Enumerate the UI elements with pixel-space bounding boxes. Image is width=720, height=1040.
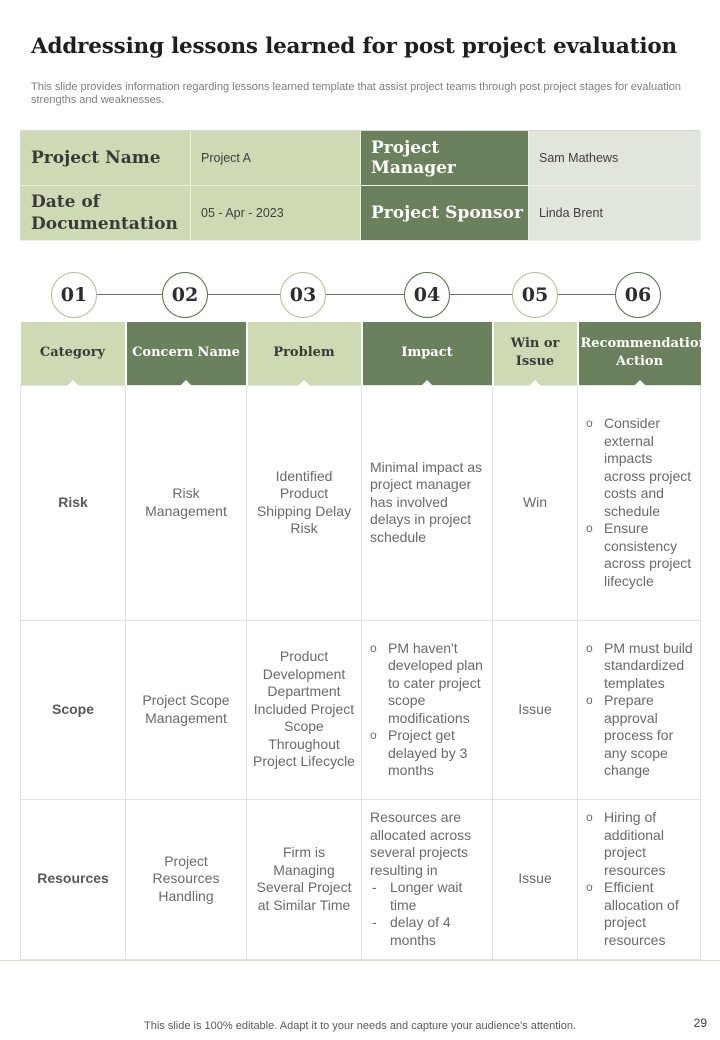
table-row — [21, 620, 701, 799]
header-problem: Problem — [247, 322, 362, 385]
table-row — [21, 799, 701, 959]
row-concern: Project Scope Management — [126, 620, 247, 799]
project-name-value: Project A — [191, 131, 361, 186]
row-problem: Identified Product Shipping Delay Risk — [247, 385, 362, 620]
action-item: o Consider external impacts across project costs and schedule — [584, 415, 694, 520]
table-row — [21, 385, 701, 620]
step-circle-02: 02 — [162, 272, 208, 318]
row-actions — [578, 385, 701, 620]
project-manager-label: Project Manager — [361, 131, 529, 186]
step-circle-03: 03 — [280, 272, 326, 318]
row-impact — [362, 799, 493, 959]
date-value: 05 - Apr - 2023 — [191, 186, 361, 241]
impact-item: - delay of 4 months — [370, 914, 486, 949]
header-concern-name: Concern Name — [126, 322, 247, 385]
step-circle-01: 01 — [51, 272, 97, 318]
impact-item: - Longer wait time — [370, 879, 486, 914]
project-sponsor-value: Linda Brent — [529, 186, 701, 241]
project-sponsor-label: Project Sponsor — [361, 186, 529, 241]
row-concern: Risk Management — [126, 385, 247, 620]
row-actions — [578, 620, 701, 799]
row-result: Win — [493, 385, 578, 620]
row-actions — [578, 799, 701, 959]
step-timeline — [20, 270, 700, 320]
page-subtitle: This slide provides information regarding lessons learned template that assist project teams through post project stages for evaluation strengths and weaknesses. — [31, 81, 681, 106]
page-title: Addressing lessons learned for post project evaluation — [31, 34, 677, 59]
project-info-grid — [20, 130, 700, 240]
row-result: Issue — [493, 799, 578, 959]
action-item: o Hiring of additional project resources — [584, 809, 694, 879]
project-manager-value: Sam Mathews — [529, 131, 701, 186]
footer-note: This slide is 100% editable. Adapt it to your needs and capture your audience's attention. — [144, 1020, 576, 1032]
impact-item: o PM haven't developed plan to cater project scope modifications — [368, 640, 486, 728]
action-item: o Efficient allocation of project resources — [584, 879, 694, 949]
step-circle-04: 04 — [404, 272, 450, 318]
row-impact: Minimal impact as project manager has involved delays in project schedule — [362, 385, 493, 620]
header-impact: Impact — [362, 322, 493, 385]
project-name-label: Project Name — [21, 131, 191, 186]
row-problem: Product Development Department Included Project Scope Throughout Project Lifecycle — [247, 620, 362, 799]
row-result: Issue — [493, 620, 578, 799]
action-item: o Prepare approval process for any scope change — [584, 692, 694, 780]
impact-item: o Project get delayed by 3 months — [368, 727, 486, 780]
header-category: Category — [21, 322, 126, 385]
date-label: Date of Documentation — [21, 186, 191, 241]
header-recommendations: Recommendations/ Action — [578, 322, 701, 385]
page-number: 29 — [693, 1016, 707, 1030]
action-item: o PM must build standardized templates — [584, 640, 694, 693]
row-category: Risk — [21, 385, 126, 620]
row-impact — [362, 620, 493, 799]
row-category: Scope — [21, 620, 126, 799]
row-problem: Firm is Managing Several Project at Similar Time — [247, 799, 362, 959]
lessons-table — [20, 322, 720, 960]
table-header-row — [21, 322, 701, 385]
row-concern: Project Resources Handling — [126, 799, 247, 959]
row-category: Resources — [21, 799, 126, 959]
impact-intro: Resources are allocated across several projects resulting in — [370, 809, 472, 878]
step-circle-06: 06 — [615, 272, 661, 318]
footer-divider — [0, 960, 720, 961]
header-win-or-issue: Win or Issue — [493, 322, 578, 385]
action-item: o Ensure consistency across project lifecycle — [584, 520, 694, 590]
step-circle-05: 05 — [512, 272, 558, 318]
